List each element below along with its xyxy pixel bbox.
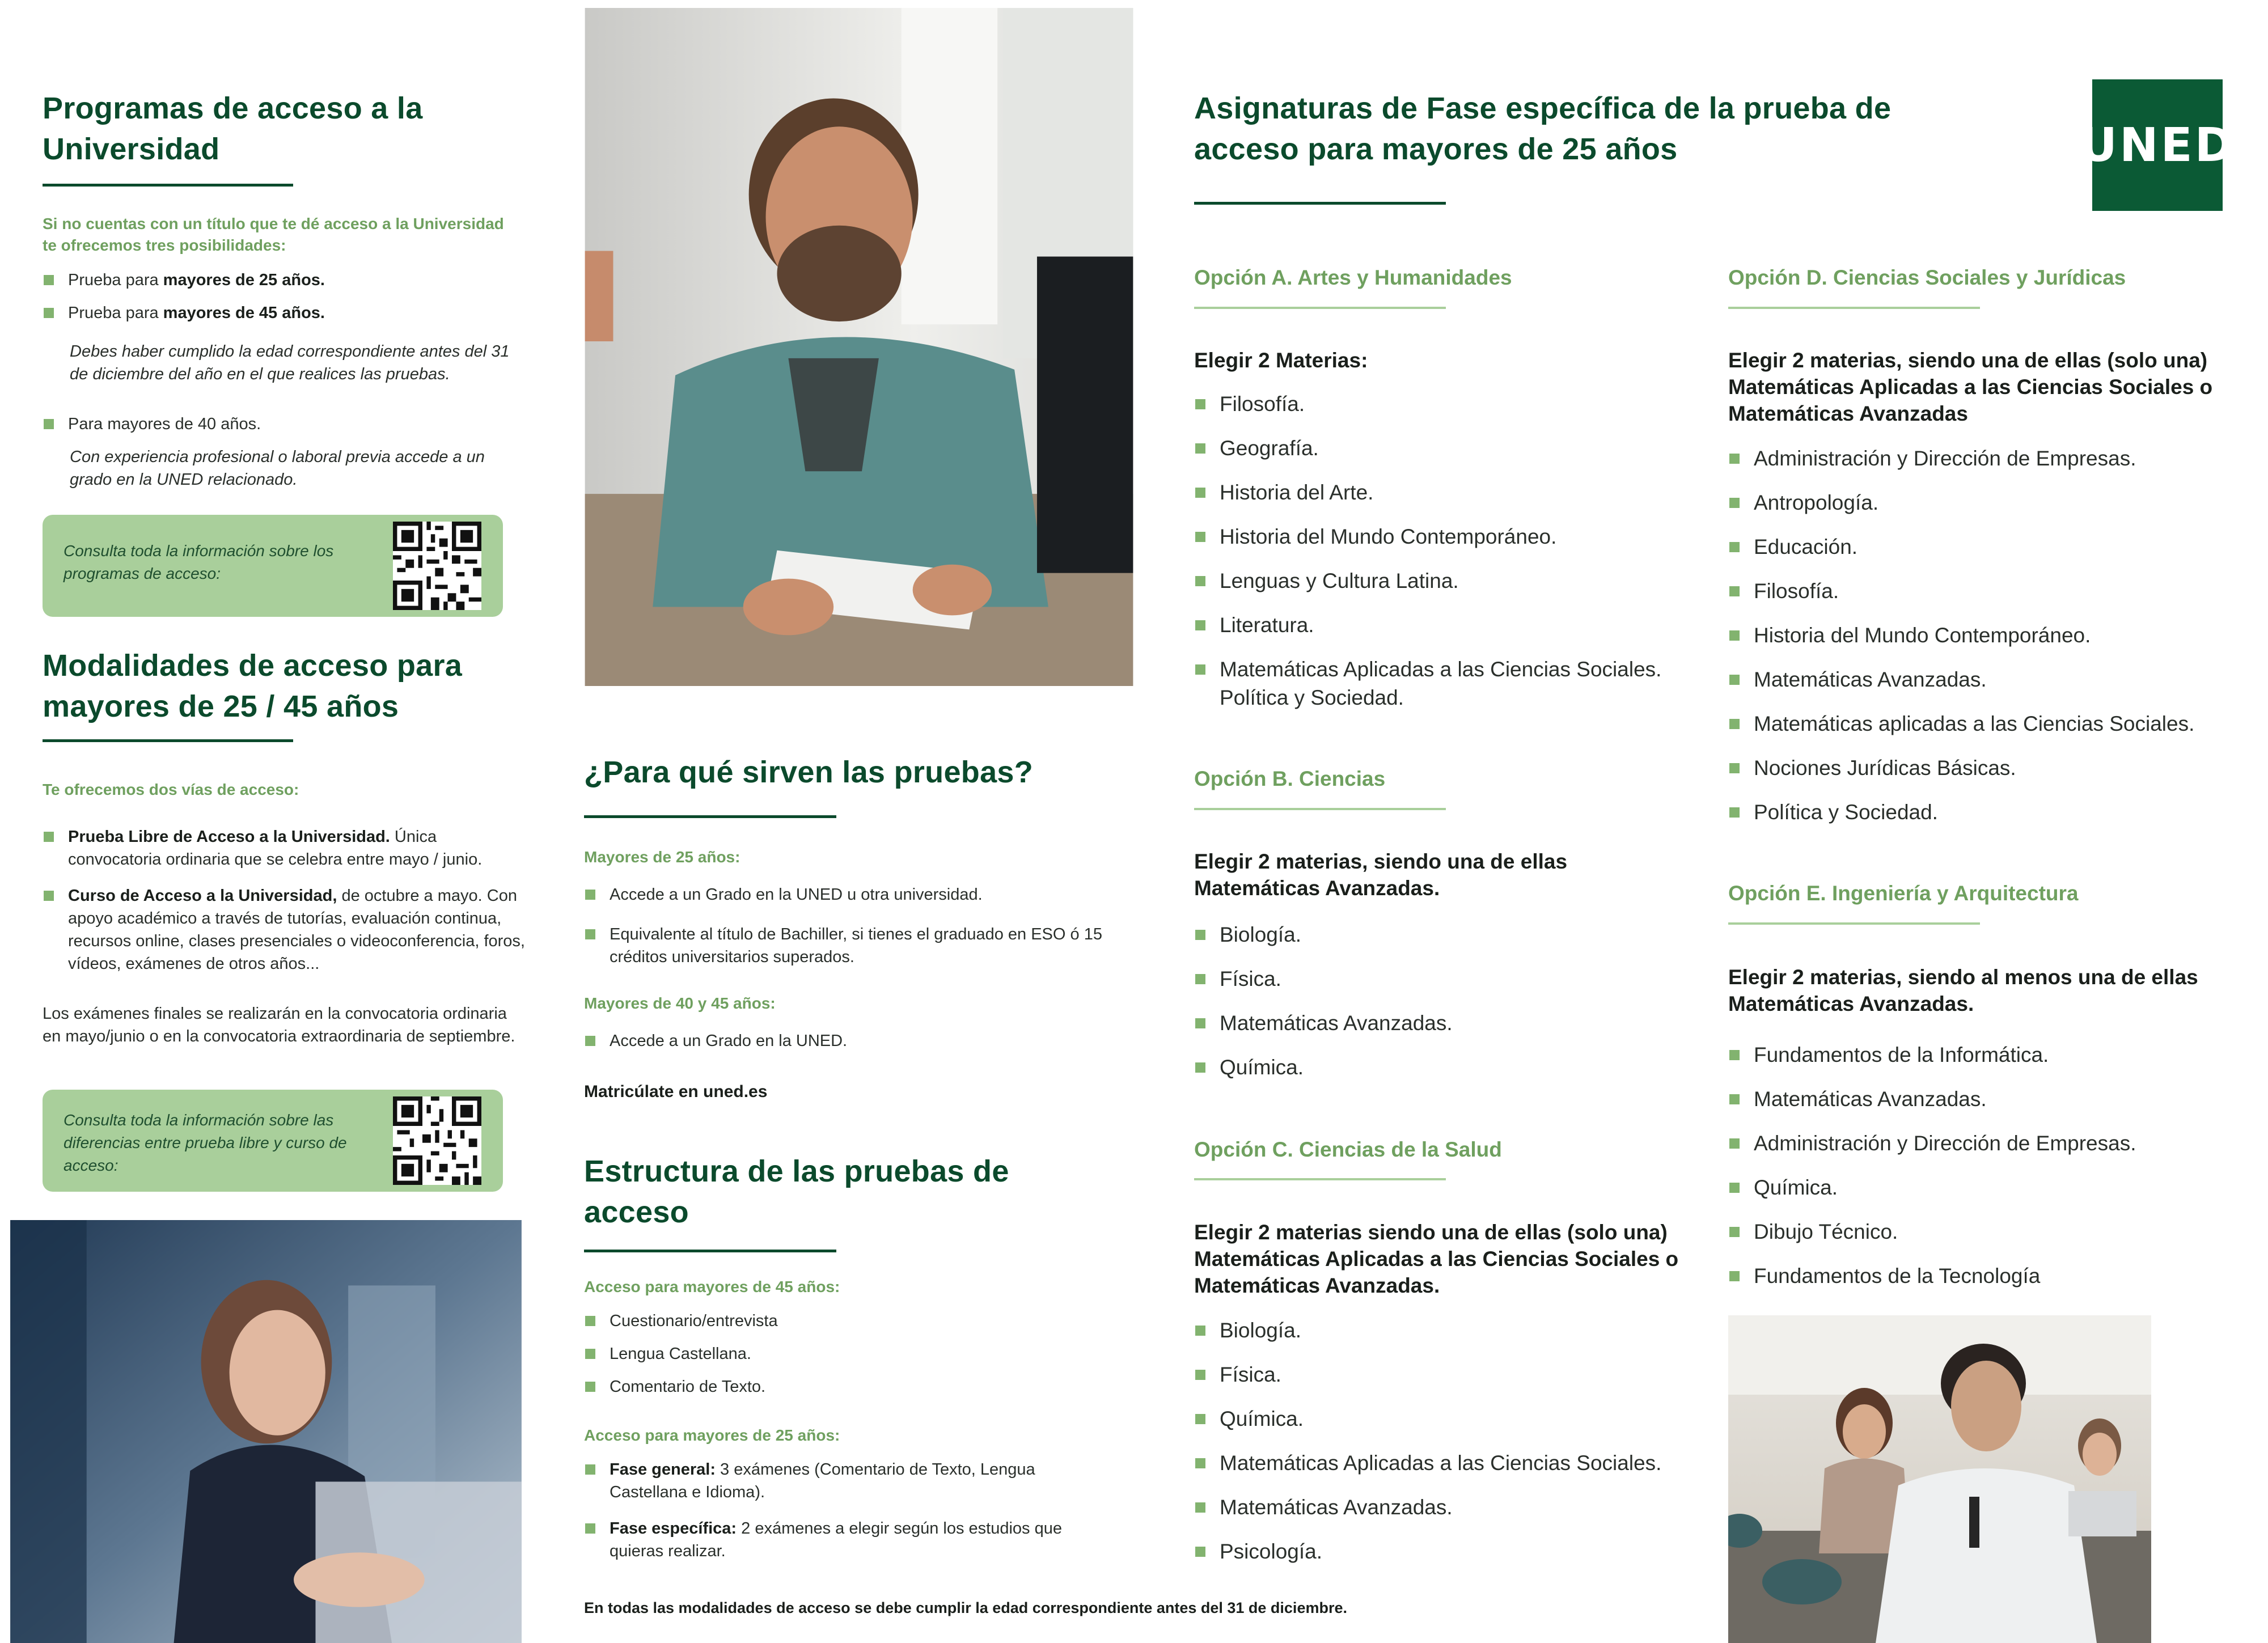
option-e-list xyxy=(1728,1041,2250,1306)
purpose-rule xyxy=(584,815,836,818)
programs-list xyxy=(43,269,530,334)
list-item: Fundamentos de la Informática. xyxy=(1728,1041,2250,1069)
option-a-list xyxy=(1194,390,1699,728)
list-item: Química. xyxy=(1728,1174,2250,1202)
list-item: Dibujo Técnico. xyxy=(1728,1218,2250,1246)
list-item: Antropología. xyxy=(1728,489,2250,517)
purpose-title: ¿Para qué sirven las pruebas? xyxy=(584,755,1034,789)
list-item: Para mayores de 40 años. xyxy=(43,413,530,435)
programs-list-2 xyxy=(43,413,530,446)
list-item: Equivalente al título de Bachiller, si tienes el graduado en ESO ó 15 créditos universitarios superados. xyxy=(584,923,1117,968)
structure-sub-25: Acceso para mayores de 25 años: xyxy=(584,1426,840,1444)
list-item: Comentario de Texto. xyxy=(584,1375,1117,1398)
list-item: Matemáticas Avanzadas. xyxy=(1194,1493,1699,1522)
list-item: Curso de Acceso a la Universidad, de octubre a mayo. Con apoyo académico a través de tutorías, evaluación continua, recursos online, clases presenciales o videoconferencia, foros, vídeos, exámenes de otros años... xyxy=(43,884,530,975)
list-item: Fase específica: 2 exámenes a elegir según los estudios que quieras realizar. xyxy=(584,1517,1117,1562)
option-e-lead: Elegir 2 materias, siendo al menos una de ellas Matemáticas Avanzadas. xyxy=(1728,966,2198,1015)
structure-list-45 xyxy=(584,1310,1117,1408)
list-item: Matemáticas Avanzadas. xyxy=(1728,1085,2250,1113)
list-item: Física. xyxy=(1194,1361,1699,1389)
list-item: Administración y Dirección de Empresas. xyxy=(1728,444,2250,473)
structure-title: Estructura de las pruebas de acceso xyxy=(584,1154,1009,1229)
purpose-sub-25: Mayores de 25 años: xyxy=(584,848,741,866)
list-item: Literatura. xyxy=(1194,611,1699,640)
option-d-title: Opción D. Ciencias Sociales y Jurídicas xyxy=(1728,266,2126,289)
list-item: Matemáticas aplicadas a las Ciencias Sociales. xyxy=(1728,710,2250,738)
programs-note-1: Debes haber cumplido la edad correspondiente antes del 31 de diciembre del año en el que realices las pruebas. xyxy=(70,342,510,383)
list-item: Prueba Libre de Acceso a la Universidad. Única convocatoria ordinaria que se celebra entre mayo / junio. xyxy=(43,825,530,871)
option-b-lead: Elegir 2 materias, siendo una de ellas Matemáticas Avanzadas. xyxy=(1194,850,1568,900)
right-rule xyxy=(1194,202,1446,205)
list-item: Historia del Arte. xyxy=(1194,478,1699,507)
list-item: Matemáticas Avanzadas. xyxy=(1194,1009,1699,1038)
list-item: Administración y Dirección de Empresas. xyxy=(1728,1129,2250,1158)
photo-woman-laptop xyxy=(0,1220,532,1643)
list-item: Nociones Jurídicas Básicas. xyxy=(1728,754,2250,782)
modalidades-title: Modalidades de acceso para mayores de 25 / 45 años xyxy=(43,649,463,723)
option-a-title: Opción A. Artes y Humanidades xyxy=(1194,266,1512,289)
enrol-link[interactable]: Matricúlate en uned.es xyxy=(584,1082,768,1101)
option-d-lead: Elegir 2 materias, siendo una de ellas (solo una) Matemáticas Aplicadas a las Ciencias Sociales o Matemáticas Avanzadas xyxy=(1728,349,2213,425)
option-d-rule xyxy=(1728,307,1980,309)
qr-box-programs[interactable] xyxy=(43,515,503,617)
option-b-list xyxy=(1194,921,1699,1098)
option-e-rule xyxy=(1728,922,1980,925)
option-a-rule xyxy=(1194,307,1446,309)
list-item: Política y Sociedad. xyxy=(1728,798,2250,827)
list-item: Lengua Castellana. xyxy=(584,1343,1117,1365)
list-item: Prueba para mayores de 45 años. xyxy=(43,302,530,324)
option-a-lead: Elegir 2 Materias: xyxy=(1194,349,1368,372)
qr-code-icon[interactable] xyxy=(393,1096,481,1185)
photo-students-class xyxy=(1728,1315,2151,1643)
list-item: Química. xyxy=(1194,1405,1699,1433)
list-item: Biología. xyxy=(1194,1316,1699,1345)
purpose-sub-40-45: Mayores de 40 y 45 años: xyxy=(584,994,776,1012)
option-e-title: Opción E. Ingeniería y Arquitectura xyxy=(1728,882,2079,905)
modalidades-list xyxy=(43,825,530,985)
list-item: Filosofía. xyxy=(1194,390,1699,418)
list-item: Biología. xyxy=(1194,921,1699,949)
option-c-lead: Elegir 2 materias siendo una de ellas (solo una) Matemáticas Aplicadas a las Ciencias Sociales o Matemáticas Avanzadas. xyxy=(1194,1221,1679,1297)
uned-logo: UNED xyxy=(2092,79,2223,211)
list-item: Matemáticas Aplicadas a las Ciencias Sociales. Política y Sociedad. xyxy=(1194,655,1699,712)
list-item: Educación. xyxy=(1728,533,2250,561)
structure-rule xyxy=(584,1250,836,1252)
list-item: Historia del Mundo Contemporáneo. xyxy=(1728,621,2250,650)
qr-box-text: Consulta toda la información sobre las diferencias entre prueba libre y curso de acceso: xyxy=(64,1111,347,1174)
list-item: Accede a un Grado en la UNED u otra universidad. xyxy=(584,883,1117,906)
list-item: Química. xyxy=(1194,1053,1699,1082)
list-item: Matemáticas Avanzadas. xyxy=(1728,666,2250,694)
programs-intro: Si no cuentas con un título que te dé acceso a la Universidad te ofrecemos tres posibilidades: xyxy=(43,215,504,254)
programs-title: Programas de acceso a la Universidad xyxy=(43,91,423,166)
list-item: Fase general: 3 exámenes (Comentario de Texto, Lengua Castellana e Idioma). xyxy=(584,1458,1117,1504)
list-item: Cuestionario/entrevista xyxy=(584,1310,1117,1332)
modalidades-final: Los exámenes finales se realizarán en la convocatoria ordinaria en mayo/junio o en la convocatoria extraordinaria de septiembre. xyxy=(43,1005,515,1045)
qr-box-diferencias[interactable] xyxy=(43,1090,503,1192)
list-item: Lenguas y Cultura Latina. xyxy=(1194,567,1699,595)
list-item: Fundamentos de la Tecnología xyxy=(1728,1262,2250,1290)
programs-rule xyxy=(43,184,293,187)
modalidades-rule xyxy=(43,739,293,742)
list-item: Geografía. xyxy=(1194,434,1699,463)
list-item: Accede a un Grado en la UNED. xyxy=(584,1030,1117,1052)
qr-box-text: Consulta toda la información sobre los programas de acceso: xyxy=(64,542,334,582)
option-c-title: Opción C. Ciencias de la Salud xyxy=(1194,1138,1502,1161)
option-b-rule xyxy=(1194,808,1446,810)
option-b-title: Opción B. Ciencias xyxy=(1194,767,1386,790)
list-item: Física. xyxy=(1194,965,1699,993)
footer-note: En todas las modalidades de acceso se debe cumplir la edad correspondiente antes del 31 de diciembre. xyxy=(584,1599,1347,1616)
qr-code-icon[interactable] xyxy=(393,522,481,610)
list-item: Historia del Mundo Contemporáneo. xyxy=(1194,523,1699,551)
modalidades-intro: Te ofrecemos dos vías de acceso: xyxy=(43,781,299,798)
structure-sub-45: Acceso para mayores de 45 años: xyxy=(584,1278,840,1295)
photo-man-computer xyxy=(584,8,1134,686)
option-c-rule xyxy=(1194,1178,1446,1180)
right-title: Asignaturas de Fase específica de la prueba de acceso para mayores de 25 años xyxy=(1194,91,1892,166)
list-item: Matemáticas Aplicadas a las Ciencias Sociales. xyxy=(1194,1449,1699,1477)
purpose-list-40-45 xyxy=(584,1030,1117,1062)
programs-note-2: Con experiencia profesional o laboral previa accede a un grado en la UNED relacionado. xyxy=(70,448,485,489)
option-d-list xyxy=(1728,444,2250,842)
list-item: Filosofía. xyxy=(1728,577,2250,605)
option-c-list xyxy=(1194,1316,1699,1582)
purpose-list-25 xyxy=(584,883,1117,979)
list-item: Psicología. xyxy=(1194,1538,1699,1566)
list-item: Prueba para mayores de 25 años. xyxy=(43,269,530,291)
structure-list-25 xyxy=(584,1458,1117,1573)
